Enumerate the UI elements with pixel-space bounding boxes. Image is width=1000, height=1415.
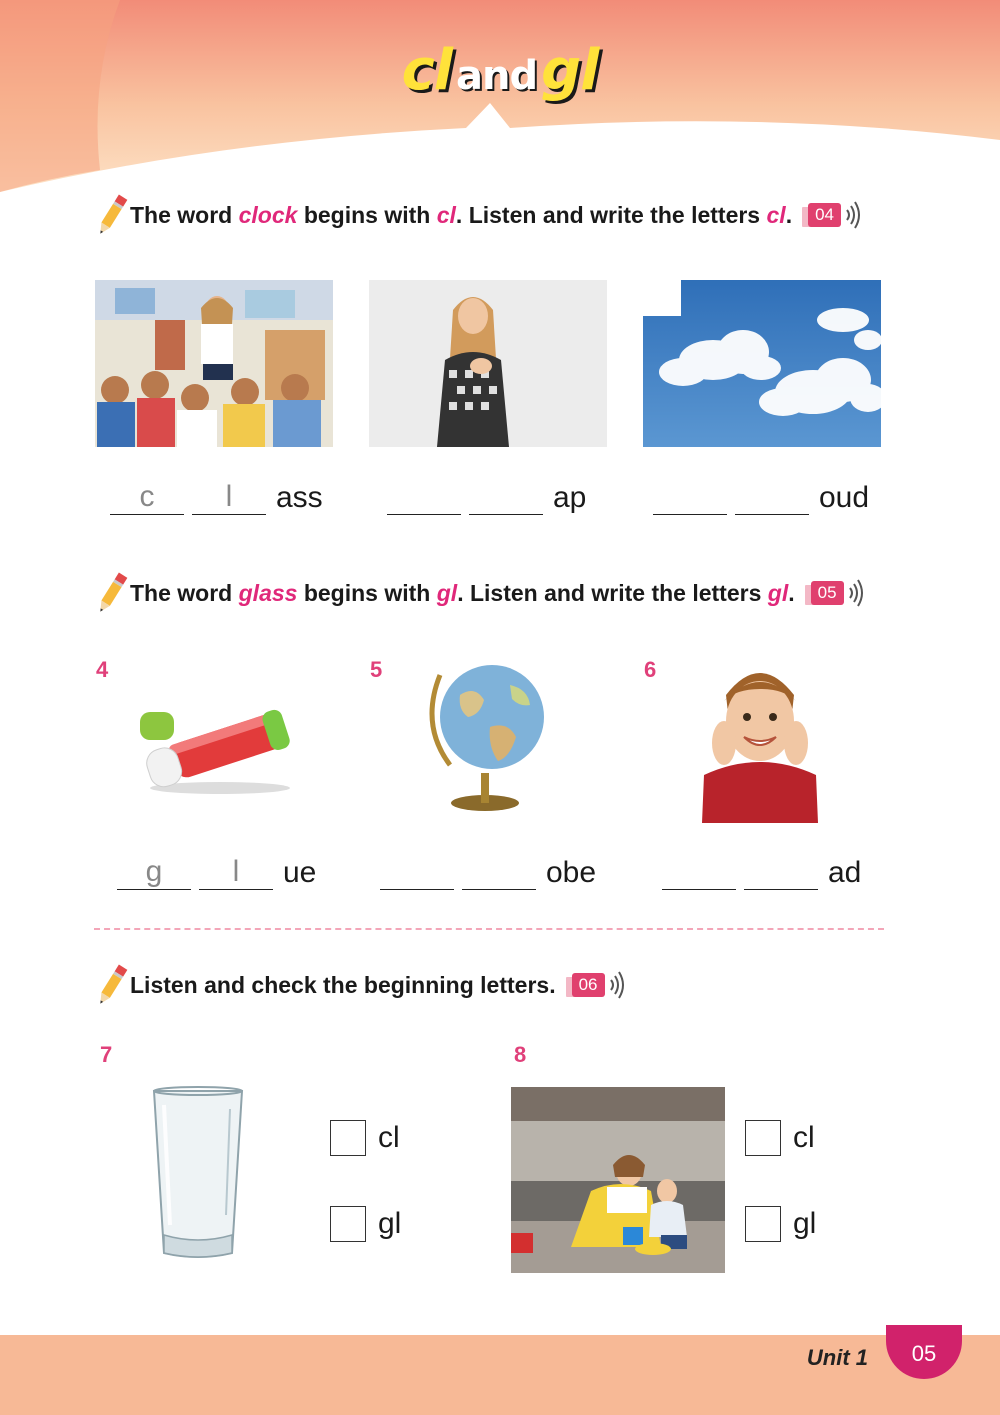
drinking-glass-photo [150,1085,246,1263]
item-number: 6 [644,657,657,682]
letter-blank[interactable] [387,480,461,515]
item-number: 5 [370,657,383,682]
check-option-gl[interactable] [330,1206,401,1242]
letter-blank[interactable] [744,855,818,890]
letter-blank[interactable] [735,480,809,515]
word-ending: ass [276,481,323,514]
letter-blank[interactable]: l [199,855,273,890]
option-label: cl [793,1121,815,1154]
checkbox[interactable] [745,1120,781,1156]
glue-stick-photo [130,690,300,800]
word-blank-3 [653,480,869,515]
word-ending: oud [819,481,870,514]
item-number: 4 [96,657,109,682]
classroom-photo [95,280,333,447]
instruction-section-3 [94,960,626,1010]
letter-blank[interactable]: g [117,855,191,890]
option-label: gl [793,1207,817,1240]
checkbox[interactable] [330,1206,366,1242]
checkbox[interactable] [745,1206,781,1242]
sound-icon [608,970,626,1000]
globe-photo [420,655,550,815]
letter-blank[interactable] [462,855,536,890]
letter-blank[interactable] [662,855,736,890]
track-number: 05 [811,581,844,605]
pencil-icon [94,191,130,239]
page-footer [0,1335,1000,1415]
page-number: 05 [886,1325,962,1379]
letter-blank[interactable] [380,855,454,890]
letter-blank[interactable]: l [192,480,266,515]
word-ending: ad [828,856,862,889]
item-number: 7 [100,1042,113,1067]
item-number: 8 [514,1042,527,1067]
pencil-icon [94,569,130,617]
letter-blank[interactable] [653,480,727,515]
option-label: gl [378,1207,402,1240]
checkbox[interactable] [330,1120,366,1156]
option-label: cl [378,1121,400,1154]
word-ending: ue [283,856,317,889]
sound-icon [844,200,862,230]
page-title: cl andgl [401,38,599,103]
pencil-icon [94,961,130,1009]
check-option-cl[interactable] [745,1120,815,1156]
instruction-text: The word glass begins with gl. Listen and write the letters gl. [130,579,795,606]
cleaning-photo [511,1087,725,1273]
word-blank-4 [117,855,316,890]
unit-label: Unit 1 [806,1345,868,1370]
letter-blank[interactable]: c [110,480,184,515]
girl-clapping-photo [369,280,607,447]
check-option-cl[interactable] [330,1120,400,1156]
instruction-text: Listen and check the beginning letters. [130,971,556,998]
audio-track-badge[interactable] [808,200,862,230]
clouds-photo [643,280,881,447]
letter-blank[interactable] [469,480,543,515]
word-ending: ap [553,481,587,514]
track-number: 04 [808,203,841,227]
check-option-gl[interactable] [745,1206,816,1242]
word-blank-2 [387,480,586,515]
track-number: 06 [572,973,605,997]
word-blank-5 [380,855,596,890]
word-ending: obe [546,856,597,889]
word-blank-1 [110,480,323,515]
audio-track-badge[interactable] [811,578,865,608]
happy-boy-photo [698,655,822,823]
instruction-text: The word clock begins with cl. Listen and write the letters cl. [130,201,793,228]
instruction-section-2 [94,568,865,618]
word-blank-6 [662,855,861,890]
section-divider [94,928,884,930]
instruction-section-1 [94,190,862,240]
sound-icon [847,578,865,608]
audio-track-badge[interactable] [572,970,626,1000]
